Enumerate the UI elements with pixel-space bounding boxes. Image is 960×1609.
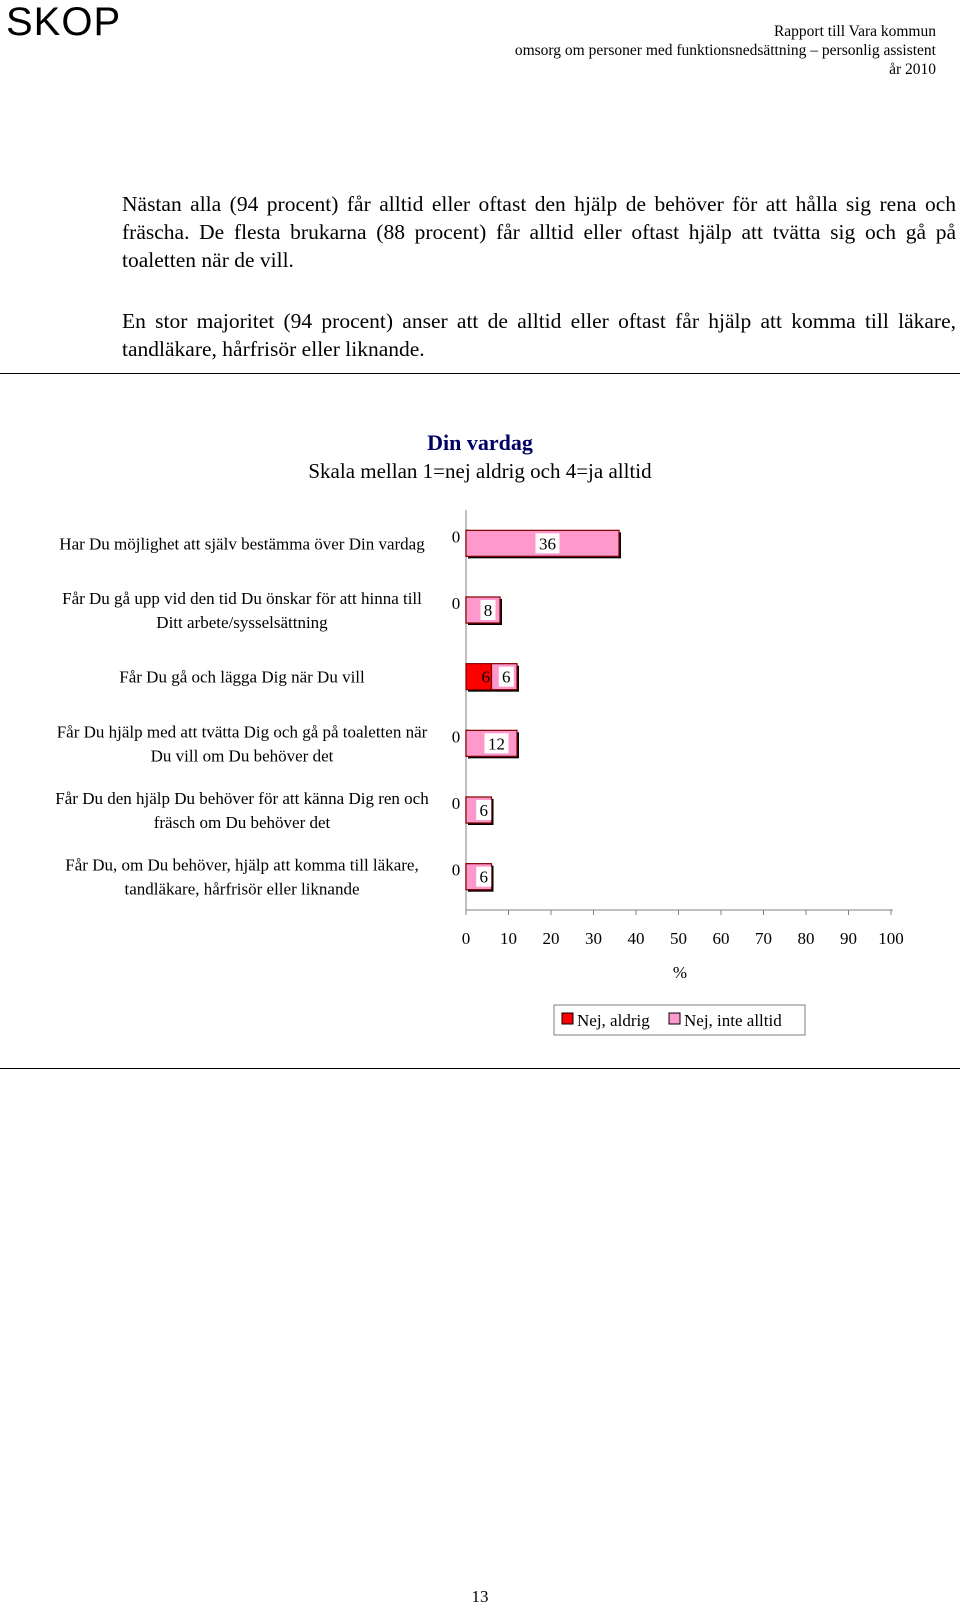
- report-header-line1: Rapport till Vara kommun: [773, 23, 936, 40]
- x-tick-label: 100: [878, 929, 904, 948]
- data-label: 6: [481, 667, 490, 687]
- category-label: Får Du hjälp med att tvätta Dig och gå på toaletten när: [56, 722, 428, 742]
- data-label: 6: [502, 667, 511, 687]
- chart-title: Din vardag: [427, 430, 533, 455]
- legend-swatch-nej-inte-alltid: [669, 1013, 680, 1024]
- chart-bottom-rule: [0, 1068, 960, 1069]
- chart-top-rule: [0, 373, 960, 374]
- legend-swatch-nej-aldrig: [562, 1013, 573, 1024]
- x-tick-label: 20: [542, 929, 560, 948]
- data-label: 8: [483, 601, 493, 620]
- report-header-year: år 2010: [889, 61, 936, 78]
- data-label: 6: [479, 867, 488, 887]
- category-label: tandläkare, hårfrisör eller liknande: [124, 879, 360, 899]
- data-label: 0: [451, 794, 461, 813]
- body-paragraph-appointments: En stor majoritet (94 procent) anser att de alltid eller oftast får hjälp att komma till läkare, tandläkare, hårfrisör eller liknande.: [122, 308, 956, 361]
- x-tick-label: 50: [670, 929, 687, 948]
- body-paragraph-hygiene: Nästan alla (94 procent) får alltid eller oftast den hjälp de behöver för att hålla sig rena och fräscha. De flesta brukarna (88 procent) får alltid eller oftast hjälp att tvätta sig och gå på toaletten när de vill.: [122, 191, 956, 272]
- category-label: Du vill om Du behöver det: [150, 746, 334, 766]
- x-tick-label: 40: [627, 929, 645, 948]
- category-label: fräsch om Du behöver det: [153, 813, 331, 832]
- x-tick-label: 0: [461, 929, 471, 948]
- data-label: 36: [539, 534, 556, 554]
- data-label: 6: [479, 801, 488, 820]
- x-tick-label: 80: [797, 929, 815, 948]
- data-label: 12: [488, 734, 505, 754]
- category-label: Har Du möjlighet att själv bestämma över Din vardag: [59, 534, 425, 554]
- legend-label: Nej, inte alltid: [684, 1011, 782, 1030]
- report-header-line2: omsorg om personer med funktionsnedsättning – personlig assistent: [514, 42, 936, 59]
- x-tick-label: 90: [840, 929, 857, 948]
- x-tick-label: 70: [755, 929, 772, 948]
- category-label: Får Du gå och lägga Dig när Du vill: [119, 667, 365, 687]
- category-label: Ditt arbete/sysselsättning: [156, 613, 328, 632]
- report-header: [515, 22, 936, 79]
- x-tick-label: 30: [585, 929, 602, 948]
- x-tick-label: 60: [712, 929, 730, 948]
- x-axis-label: %: [672, 963, 688, 982]
- category-label: Får Du gå upp vid den tid Du önskar för att hinna till: [62, 589, 422, 608]
- bar-chart: [0, 500, 960, 1040]
- data-label: 0: [451, 594, 461, 613]
- data-label: 0: [451, 527, 461, 547]
- page-number: 13: [471, 1587, 489, 1606]
- category-label: Får Du den hjälp Du behöver för att känna Dig ren och: [55, 789, 429, 808]
- data-label: 0: [451, 860, 461, 880]
- legend-label: Nej, aldrig: [577, 1011, 650, 1030]
- chart-subtitle: Skala mellan 1=nej aldrig och 4=ja alltid: [308, 459, 652, 483]
- data-label: 0: [451, 727, 461, 747]
- x-tick-label: 10: [500, 929, 517, 948]
- skop-logo: SKOP: [6, 0, 122, 44]
- category-label: Får Du, om Du behöver, hjälp att komma till läkare,: [65, 855, 419, 875]
